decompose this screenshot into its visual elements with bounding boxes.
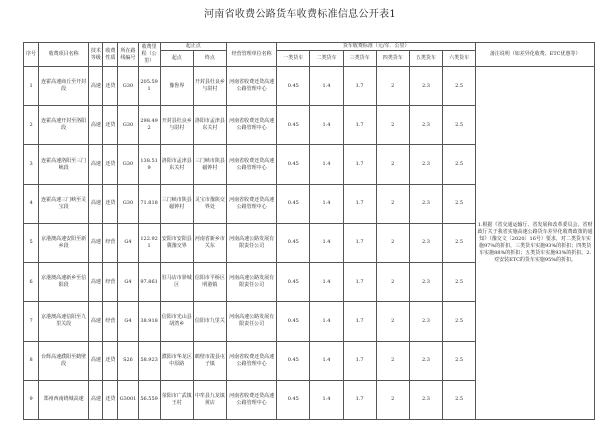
cell-start: 濮阳市华龙区中原路 — [160, 341, 193, 380]
cell-end: 灵宝市豫陕交界处 — [193, 184, 226, 223]
cell-route: G3001 — [118, 380, 138, 419]
cell-type: 还贷 — [103, 184, 118, 223]
header-c1: 一类货车 — [277, 51, 310, 67]
cell-route: G30 — [118, 67, 138, 106]
cell-name: 连霍高速商丘至开封段 — [39, 67, 89, 106]
cell-class5-rate: 2.3 — [409, 380, 442, 419]
cell-class5-rate: 2.3 — [409, 184, 442, 223]
header-start: 起点 — [160, 51, 193, 67]
remark-cell: 1.根据《省交通运输厅、省发展和改革委员会、省财政厅关于我省实施高速公路货车差异化收费政策的通知》（豫交文〔2020〕16号）要求，对二类货车实施97%的折扣，三类货车实施93%的折扣；四类货车实施88%的折扣；五类货车实施93%的折扣。2.对安装ETC的货车实施95%的折扣。 — [476, 67, 595, 420]
cell-class2-rate: 1.4 — [310, 106, 343, 145]
cell-route: G30 — [118, 145, 138, 184]
cell-grade: 高速 — [89, 263, 103, 302]
header-c5: 五类货车 — [409, 51, 442, 67]
cell-seq: 2 — [24, 106, 39, 145]
cell-class3-rate: 1.7 — [343, 67, 376, 106]
cell-class6-rate: 2.5 — [443, 67, 476, 106]
cell-seq: 1 — [24, 67, 39, 106]
cell-class3-rate: 1.7 — [343, 184, 376, 223]
cell-grade: 高速 — [89, 184, 103, 223]
cell-type: 经营 — [103, 302, 118, 341]
cell-org: 河南省收费还贷高速公路管理中心 — [226, 184, 276, 223]
header-name: 收费项目名称 — [39, 43, 89, 67]
cell-org: 河南省收费还贷高速公路管理中心 — [226, 341, 276, 380]
table-row — [24, 67, 595, 106]
cell-start: 荥阳市广武镇王村 — [160, 380, 193, 419]
cell-class5-rate: 2.3 — [409, 263, 442, 302]
cell-class1-rate: 0.45 — [277, 184, 310, 223]
header-end: 终点 — [193, 51, 226, 67]
cell-org: 河南省收费还贷高速公路管理中心 — [226, 106, 276, 145]
cell-class1-rate: 0.45 — [277, 380, 310, 419]
cell-seq: 9 — [24, 380, 39, 419]
cell-class1-rate: 0.45 — [277, 341, 310, 380]
cell-class2-rate: 1.4 — [310, 341, 343, 380]
cell-route: G4 — [118, 302, 138, 341]
cell-grade: 高速 — [89, 380, 103, 419]
header-c6: 六类货车 — [443, 51, 476, 67]
cell-mileage: 58.923 — [138, 341, 160, 380]
cell-end: 三门峡市陕县磁钟村 — [193, 145, 226, 184]
cell-mileage: 56.559 — [138, 380, 160, 419]
cell-mileage: 97.861 — [138, 263, 160, 302]
cell-class4-rate: 2 — [376, 380, 409, 419]
header-org: 经营管理单位名称 — [226, 43, 276, 67]
cell-name: 连霍高速三门峡至灵宝段 — [39, 184, 89, 223]
cell-class6-rate: 2.5 — [443, 380, 476, 419]
cell-class4-rate: 2 — [376, 341, 409, 380]
cell-class3-rate: 1.7 — [343, 302, 376, 341]
cell-start: 开封县杜良乡与尉村 — [160, 106, 193, 145]
cell-class3-rate: 1.7 — [343, 106, 376, 145]
cell-type: 还贷 — [103, 380, 118, 419]
cell-class4-rate: 2 — [376, 302, 409, 341]
cell-type: 还贷 — [103, 145, 118, 184]
cell-class4-rate: 2 — [376, 184, 409, 223]
cell-class2-rate: 1.4 — [310, 263, 343, 302]
header-mileage: 收费里程（公里） — [138, 43, 160, 67]
cell-end: 信阳市九里关 — [193, 302, 226, 341]
header-c4: 四类货车 — [376, 51, 409, 67]
header-route: 所在路线编号 — [118, 43, 138, 67]
cell-mileage: 71.818 — [138, 184, 160, 223]
header-std: 货车收费标准（元/车．公里） — [277, 43, 476, 51]
cell-class2-rate: 1.4 — [310, 380, 343, 419]
cell-class4-rate: 2 — [376, 263, 409, 302]
cell-mileage: 138.519 — [138, 145, 160, 184]
cell-start: 安阳市安阳县冀豫交界 — [160, 223, 193, 262]
cell-class6-rate: 2.5 — [443, 106, 476, 145]
cell-type: 还贷 — [103, 341, 118, 380]
cell-mileage: 38.918 — [138, 302, 160, 341]
cell-class1-rate: 0.45 — [277, 106, 310, 145]
page-title: 河南省收费公路货车收费标准信息公开表1 — [203, 9, 397, 20]
cell-class2-rate: 1.4 — [310, 184, 343, 223]
header-start-end: 起止点 — [160, 43, 226, 51]
cell-grade: 高速 — [89, 223, 103, 262]
toll-table — [23, 42, 595, 420]
cell-seq: 3 — [24, 145, 39, 184]
cell-org: 河南省收费还贷高速公路管理中心 — [226, 145, 276, 184]
cell-end: 开封县杜良乡与尉村 — [193, 67, 226, 106]
cell-type: 经营 — [103, 223, 118, 262]
cell-mileage: 122.921 — [138, 223, 160, 262]
cell-class6-rate: 2.5 — [443, 145, 476, 184]
cell-start: 驻马店市驿城区 — [160, 263, 193, 302]
cell-route: S26 — [118, 341, 138, 380]
cell-class1-rate: 0.45 — [277, 302, 310, 341]
cell-end: 河南省新乡市关东 — [193, 223, 226, 262]
cell-class2-rate: 1.4 — [310, 145, 343, 184]
cell-class4-rate: 2 — [376, 67, 409, 106]
cell-start: 豫鲁界 — [160, 67, 193, 106]
cell-seq: 7 — [24, 302, 39, 341]
header-remark: 备注说明（如差异化收费、ETC优惠等） — [476, 43, 595, 67]
cell-org: 河南省收费还贷高速公路管理中心 — [226, 67, 276, 106]
cell-grade: 高速 — [89, 145, 103, 184]
cell-name: 郑州西南绕城高速 — [39, 380, 89, 419]
cell-type: 还贷 — [103, 67, 118, 106]
cell-grade: 高速 — [89, 67, 103, 106]
cell-seq: 6 — [24, 263, 39, 302]
cell-class1-rate: 0.45 — [277, 67, 310, 106]
cell-route: G4 — [118, 223, 138, 262]
cell-class2-rate: 1.4 — [310, 67, 343, 106]
cell-class6-rate: 2.5 — [443, 263, 476, 302]
cell-name: 京港澳高速新乡至信阳段 — [39, 263, 89, 302]
cell-grade: 高速 — [89, 341, 103, 380]
cell-name: 连霍高速开封至洛阳段 — [39, 106, 89, 145]
cell-class5-rate: 2.3 — [409, 341, 442, 380]
cell-class3-rate: 1.7 — [343, 263, 376, 302]
cell-type: 经营 — [103, 263, 118, 302]
cell-class6-rate: 2.5 — [443, 184, 476, 223]
cell-seq: 8 — [24, 341, 39, 380]
cell-name: 连霍高速洛阳至三门峡段 — [39, 145, 89, 184]
cell-class6-rate: 2.5 — [443, 341, 476, 380]
cell-end: 中牟县九龙镇黄店 — [193, 380, 226, 419]
cell-class4-rate: 2 — [376, 145, 409, 184]
cell-route: G4 — [118, 263, 138, 302]
header-grade: 技术等级 — [89, 43, 103, 67]
cell-class5-rate: 2.3 — [409, 106, 442, 145]
cell-class3-rate: 1.7 — [343, 223, 376, 262]
header-seq: 序号 — [24, 43, 39, 67]
cell-end: 信阳市平桥区明港镇 — [193, 263, 226, 302]
cell-class3-rate: 1.7 — [343, 341, 376, 380]
cell-class2-rate: 1.4 — [310, 302, 343, 341]
cell-class4-rate: 2 — [376, 223, 409, 262]
header-c2: 二类货车 — [310, 51, 343, 67]
cell-org: 河南省收费还贷高速公路管理中心 — [226, 380, 276, 419]
cell-class6-rate: 2.5 — [443, 223, 476, 262]
cell-org: 河南高速公路发展有限责任公司 — [226, 302, 276, 341]
cell-class1-rate: 0.45 — [277, 223, 310, 262]
cell-class4-rate: 2 — [376, 106, 409, 145]
cell-route: G30 — [118, 184, 138, 223]
header-type: 收费性质 — [103, 43, 118, 67]
cell-start: 洛阳市孟津县东关村 — [160, 145, 193, 184]
cell-grade: 高速 — [89, 106, 103, 145]
header-c3: 三类货车 — [343, 51, 376, 67]
cell-type: 还贷 — [103, 106, 118, 145]
cell-route: G30 — [118, 106, 138, 145]
cell-class6-rate: 2.5 — [443, 302, 476, 341]
cell-name: 台辉高速濮阳至鹤壁段 — [39, 341, 89, 380]
cell-class3-rate: 1.7 — [343, 145, 376, 184]
cell-class2-rate: 1.4 — [310, 223, 343, 262]
cell-class3-rate: 1.7 — [343, 380, 376, 419]
cell-class1-rate: 0.45 — [277, 145, 310, 184]
cell-start: 信阳市光山县胡湾乡 — [160, 302, 193, 341]
cell-class5-rate: 2.3 — [409, 302, 442, 341]
cell-org: 河南高速公路发展有限责任公司 — [226, 223, 276, 262]
cell-class5-rate: 2.3 — [409, 223, 442, 262]
cell-class5-rate: 2.3 — [409, 145, 442, 184]
cell-end: 鹤壁市浚县屯子镇 — [193, 341, 226, 380]
cell-class1-rate: 0.45 — [277, 263, 310, 302]
cell-org: 河南高速公路发展有限责任公司 — [226, 263, 276, 302]
cell-mileage: 298.492 — [138, 106, 160, 145]
cell-name: 京港澳高速信阳至九里关段 — [39, 302, 89, 341]
cell-mileage: 205.591 — [138, 67, 160, 106]
cell-seq: 4 — [24, 184, 39, 223]
cell-start: 三门峡市陕县磁钟村 — [160, 184, 193, 223]
cell-grade: 高速 — [89, 302, 103, 341]
cell-class5-rate: 2.3 — [409, 67, 442, 106]
cell-end: 洛阳市孟津县东关村 — [193, 106, 226, 145]
cell-name: 京港澳高速安阳至新乡段 — [39, 223, 89, 262]
cell-seq: 5 — [24, 223, 39, 262]
